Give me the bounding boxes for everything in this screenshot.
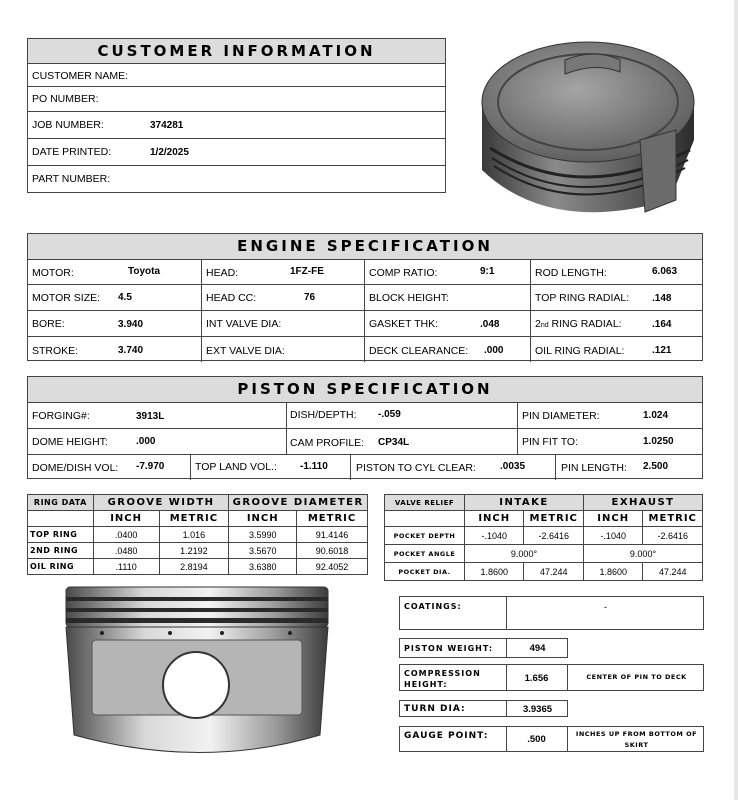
stroke-label: STROKE: (32, 345, 79, 357)
pin-diameter-value: 1.024 (643, 410, 669, 421)
groove-diameter-inch: 3.5990 (229, 527, 297, 543)
piston-specification-table (27, 376, 703, 479)
gauge-point-note: INCHES UP FROM BOTTOM OF SKIRT (575, 730, 698, 749)
piston-row-3 (28, 455, 702, 480)
forging-label: FORGING#: (32, 410, 90, 422)
job-number-label: JOB NUMBER: (32, 119, 104, 131)
rod-length-value: 6.063 (652, 266, 678, 277)
head-value: 1FZ-FE (290, 266, 324, 277)
gd-inch-header: INCH (229, 511, 297, 527)
piston-weight-box (399, 638, 568, 658)
dome-dish-vol-label: DOME/DISH VOL: (32, 462, 119, 474)
rod-length-label: ROD LENGTH: (535, 267, 607, 279)
table-row (28, 527, 368, 543)
piston-3d-image (470, 30, 710, 230)
exhaust-pocket-angle: 9.000° (583, 545, 702, 563)
groove-width-header: GROOVE WIDTH (93, 495, 229, 511)
date-printed-label: DATE PRINTED: (32, 146, 112, 158)
dome-height-label: DOME HEIGHT: (32, 436, 108, 448)
table-row (385, 563, 703, 581)
intake-depth-inch: -.1040 (465, 527, 524, 545)
pocket-dia-label: POCKET DIA. (385, 563, 465, 581)
gw-metric-header: METRIC (159, 511, 229, 527)
pin-length-value: 2.500 (643, 461, 669, 472)
bore-label: BORE: (32, 318, 65, 330)
groove-width-inch: .0400 (93, 527, 159, 543)
exhaust-inch-header: INCH (583, 511, 642, 527)
turn-dia-value: 3.9365 (522, 704, 553, 715)
customer-information-title: CUSTOMER INFORMATION (28, 39, 445, 64)
intake-dia-inch: 1.8600 (465, 563, 524, 581)
top-land-vol-value: -1.110 (300, 461, 328, 472)
top-land-vol-label: TOP LAND VOL.: (195, 461, 277, 473)
groove-width-metric: 2.8194 (159, 559, 229, 575)
gd-metric-header: METRIC (297, 511, 368, 527)
piston-row-2 (28, 429, 702, 455)
ring-data-table (27, 494, 368, 575)
compression-height-label: COMPRESSION HEIGHT: (404, 669, 481, 689)
engine-specification-title: ENGINE SPECIFICATION (28, 234, 702, 260)
ring-name: TOP RING (28, 527, 94, 543)
exhaust-depth-metric: -2.6416 (643, 527, 703, 545)
groove-diameter-header: GROOVE DIAMETER (229, 495, 368, 511)
table-row (385, 545, 703, 563)
intake-pocket-angle: 9.000° (465, 545, 584, 563)
head-label: HEAD: (206, 267, 239, 279)
groove-diameter-inch: 3.5670 (229, 543, 297, 559)
comp-ratio-label: COMP RATIO: (369, 267, 438, 279)
int-valve-dia-label: INT VALVE DIA: (206, 318, 282, 330)
gw-inch-header: INCH (93, 511, 159, 527)
motor-label: MOTOR: (32, 267, 74, 279)
turn-dia-label: TURN DIA: (404, 704, 466, 714)
groove-diameter-inch: 3.6380 (229, 559, 297, 575)
part-number-label: PART NUMBER: (32, 173, 111, 185)
engine-row-4 (28, 337, 702, 362)
ext-valve-dia-label: EXT VALVE DIA: (206, 345, 285, 357)
groove-diameter-metric: 90.6018 (297, 543, 368, 559)
coatings-label: COATINGS: (404, 602, 462, 611)
engine-row-3 (28, 311, 702, 337)
piston-specification-title: PISTON SPECIFICATION (28, 377, 702, 403)
exhaust-dia-metric: 47.244 (643, 563, 703, 581)
piston-side-view-image (62, 585, 354, 763)
compression-height-note: CENTER OF PIN TO DECK (586, 673, 687, 681)
compression-height-box (399, 664, 704, 691)
exhaust-header: EXHAUST (583, 495, 702, 511)
gasket-thk-label: GASKET THK: (369, 318, 439, 330)
coatings-box (399, 596, 704, 630)
groove-width-metric: 1.2192 (159, 543, 229, 559)
pocket-angle-label: POCKET ANGLE (385, 545, 465, 563)
customer-name-label: CUSTOMER NAME: (32, 70, 129, 82)
groove-width-inch: .0480 (93, 543, 159, 559)
intake-dia-metric: 47.244 (524, 563, 583, 581)
gauge-point-box (399, 726, 704, 752)
valve-relief-table (384, 494, 703, 581)
exhaust-metric-header: METRIC (643, 511, 703, 527)
deck-clearance-label: DECK CLEARANCE: (369, 345, 469, 357)
table-row (385, 527, 703, 545)
gasket-thk-value: .048 (480, 319, 500, 330)
piston-row-1 (28, 403, 702, 429)
table-row (28, 543, 368, 559)
engine-row-1 (28, 260, 702, 285)
right-edge-divider (734, 0, 738, 800)
stroke-value: 3.740 (118, 345, 144, 356)
groove-diameter-metric: 92.4052 (297, 559, 368, 575)
pin-diameter-label: PIN DIAMETER: (522, 410, 600, 422)
turn-dia-box (399, 700, 568, 717)
oil-ring-radial-value: .121 (652, 345, 672, 356)
pin-length-label: PIN LENGTH: (561, 462, 627, 474)
valve-relief-corner: VALVE RELIEF (385, 495, 465, 511)
intake-inch-header: INCH (465, 511, 524, 527)
second-ring-radial-label: 2nd RING RADIAL: (535, 318, 622, 330)
dome-height-value: .000 (136, 436, 156, 447)
ring-data-corner: RING DATA (28, 495, 94, 511)
bore-value: 3.940 (118, 319, 144, 330)
customer-information-table (27, 38, 446, 193)
customer-name-row (28, 64, 445, 87)
piston-to-cyl-clear-value: .0035 (500, 461, 526, 472)
motor-size-label: MOTOR SIZE: (32, 292, 101, 304)
second-ring-radial-value: .164 (652, 319, 672, 330)
part-number-row (28, 166, 445, 193)
motor-size-value: 4.5 (118, 292, 132, 303)
exhaust-depth-inch: -.1040 (583, 527, 642, 545)
groove-diameter-metric: 91.4146 (297, 527, 368, 543)
comp-ratio-value: 9:1 (480, 266, 495, 277)
pocket-depth-label: POCKET DEPTH (385, 527, 465, 545)
forging-value: 3913L (136, 411, 165, 422)
po-number-row (28, 87, 445, 112)
block-height-label: BLOCK HEIGHT: (369, 292, 449, 304)
ring-name: 2ND RING (28, 543, 94, 559)
pin-fit-label: PIN FIT TO: (522, 436, 579, 448)
piston-to-cyl-clear-label: PISTON TO CYL CLEAR: (356, 462, 476, 474)
job-number-row (28, 112, 445, 139)
po-number-label: PO NUMBER: (32, 93, 99, 105)
gauge-point-value: .500 (527, 734, 546, 745)
deck-clearance-value: .000 (484, 345, 504, 356)
groove-width-inch: .1110 (93, 559, 159, 575)
ring-name: OIL RING (28, 559, 94, 575)
head-cc-label: HEAD CC: (206, 292, 257, 304)
exhaust-dia-inch: 1.8600 (583, 563, 642, 581)
dome-dish-vol-value: -7.970 (136, 461, 165, 472)
engine-row-2 (28, 285, 702, 311)
job-number-value: 374281 (150, 120, 184, 131)
intake-depth-metric: -2.6416 (524, 527, 583, 545)
intake-metric-header: METRIC (524, 511, 583, 527)
engine-specification-table (27, 233, 703, 361)
oil-ring-radial-label: OIL RING RADIAL: (535, 345, 625, 357)
head-cc-value: 76 (304, 292, 316, 303)
cam-profile-value: CP34L (378, 437, 410, 448)
top-ring-radial-label: TOP RING RADIAL: (535, 292, 630, 304)
intake-header: INTAKE (465, 495, 584, 511)
cam-profile-label: CAM PROFILE: (290, 437, 365, 449)
piston-weight-value: 494 (529, 643, 546, 654)
compression-height-value: 1.656 (524, 673, 549, 684)
groove-width-metric: 1.016 (159, 527, 229, 543)
date-printed-value: 1/2/2025 (150, 147, 189, 158)
top-ring-radial-value: .148 (652, 293, 672, 304)
gauge-point-label: GAUGE POINT: (404, 731, 489, 741)
dish-depth-label: DISH/DEPTH: (290, 409, 357, 421)
dish-depth-value: -.059 (378, 409, 401, 420)
coatings-value: - (603, 602, 608, 613)
motor-value: Toyota (128, 266, 161, 277)
pin-fit-value: 1.0250 (643, 436, 674, 447)
table-row (28, 559, 368, 575)
piston-weight-label: PISTON WEIGHT: (404, 644, 494, 653)
date-printed-row (28, 139, 445, 166)
